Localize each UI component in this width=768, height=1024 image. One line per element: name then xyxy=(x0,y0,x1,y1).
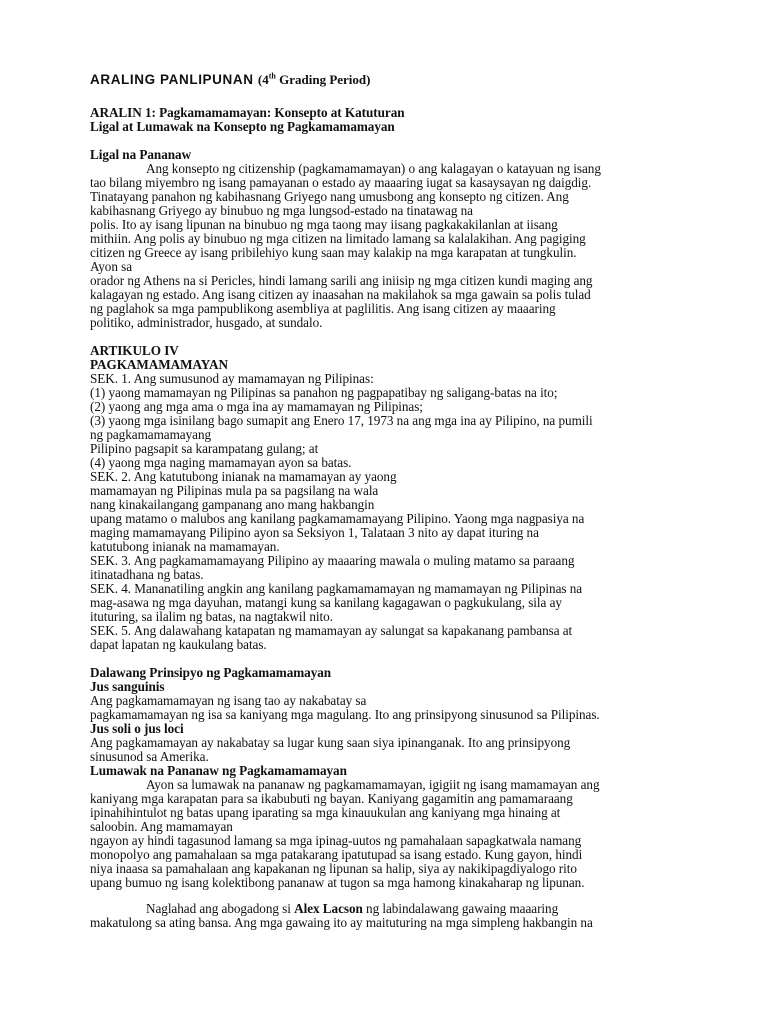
artikulo-line: Pilipino pagsapit sa karampatang gulang; at xyxy=(90,441,319,456)
document-title xyxy=(90,73,370,87)
artikulo-line: ituturing, sa ilalim ng batas, na nagtakwil nito. xyxy=(90,609,333,624)
artikulo-line: (3) yaong mga isinilang bago sumapit ang Enero 17, 1973 na ang mga ina ay Pilipino, na pumili xyxy=(90,413,593,428)
jus-sanguinis-line: Ang pagkamamamayan ng isang tao ay nakabatay sa xyxy=(90,693,367,708)
ligal-line: citizen ng Greece ay isang pribilehiyo kung saan may kalakip na mga karapatan at tungkulin. xyxy=(90,245,577,260)
jus-sanguinis-line: pagkamamamayan ng isa sa kaniyang mga magulang. Ito ang prinsipyong sinusunod sa Pilipinas. xyxy=(90,707,600,722)
jus-soli-line: Ang pagkamamayan ay nakabatay sa lugar kung saan siya ipinanganak. Ito ang prinsipyong xyxy=(90,735,571,750)
jus-sanguinis-heading: Jus sanguinis xyxy=(90,679,165,694)
naglahad-line xyxy=(146,902,558,916)
artikulo-line: (2) yaong ang mga ama o mga ina ay mamamayan ng Pilipinas; xyxy=(90,399,423,414)
naglahad-post: ng labindalawang gawaing maaaring xyxy=(362,901,559,916)
ligal-line: ng paglahok sa mga pampublikong asembliya at paglilitis. Ang isang citizen ay maaaring xyxy=(90,301,556,316)
artikulo-line: SEK. 3. Ang pagkamamamayang Pilipino ay maaaring mawala o muling matamo sa paraang xyxy=(90,553,575,568)
lumawak-line: saloobin. Ang mamamayan xyxy=(90,819,233,834)
lumawak-heading: Lumawak na Pananaw ng Pagkamamamayan xyxy=(90,763,347,778)
ligal-heading: Ligal na Pananaw xyxy=(90,147,192,162)
ligal-line: orador ng Athens na si Pericles, hindi lamang sarili ang iniisip ng mga citizen kundi maging ang xyxy=(90,273,593,288)
ligal-line: kabihasnang Griyego ay binubuo ng mga lungsod-estado na tinatawag na xyxy=(90,203,473,218)
grading-period-sup: th xyxy=(268,71,276,81)
artikulo-line: SEK. 2. Ang katutubong inianak na mamamayan ay yaong xyxy=(90,469,397,484)
ligal-line: polis. Ito ay isang lipunan na binubuo ng mga taong may iisang pagkakakilanlan at iisang xyxy=(90,217,558,232)
lumawak-line: upang bumuo ng isang kolektibong pananaw at tugon sa mga hamong kinakaharap ng lipunan. xyxy=(90,875,585,890)
jus-soli-line: sinusunod sa Amerika. xyxy=(90,749,209,764)
artikulo-line: SEK. 4. Mananatiling angkin ang kanilang pagkamamamayan ng mamamayan ng Pilipinas na xyxy=(90,581,583,596)
artikulo-line: itinatadhana ng batas. xyxy=(90,567,204,582)
grading-period-open: (4 xyxy=(257,72,269,87)
lumawak-line: monopolyo ang pamahalaan sa mga patakarang ipatutupad sa isang estado. Kung gayon, hindi xyxy=(90,847,583,862)
ligal-line: politiko, administrador, husgado, at sundalo. xyxy=(90,315,323,330)
artikulo-line: mamamayan ng Pilipinas mula pa sa pagsilang na wala xyxy=(90,483,379,498)
ligal-line: Tinatayang panahon ng kabihasnang Griyego nang umusbong ang konsepto ng citizen. Ang xyxy=(90,189,569,204)
ligal-line: Ayon sa xyxy=(90,259,133,274)
ligal-line: Ang konsepto ng citizenship (pagkamamamayan) o ang kalagayan o katayuan ng isang xyxy=(146,161,601,176)
grading-period xyxy=(258,72,371,87)
ligal-line: tao bilang miyembro ng isang pamayanan o estado ay maaaring iugat sa kasaysayan ng daigdig. xyxy=(90,175,592,190)
jus-soli-heading: Jus soli o jus loci xyxy=(90,721,184,736)
ligal-line: mithiin. Ang polis ay binubuo ng mga citizen na limitado lamang sa kalalakihan. Ang pagiging xyxy=(90,231,586,246)
artikulo-line: (1) yaong mamamayan ng Pilipinas sa panahon ng pagpapatibay ng saligang-batas na ito; xyxy=(90,385,558,400)
artikulo-line: nang kinakailangang gampanang ano mang hakbangin xyxy=(90,497,375,512)
artikulo-line: upang matamo o malubos ang kanilang pagkamamamayang Pilipino. Yaong mga nagpasiya na xyxy=(90,511,585,526)
lumawak-line: Ayon sa lumawak na pananaw ng pagkamamamayan, igigiit ng isang mamamayan ang xyxy=(146,777,600,792)
aralin-subheading: Ligal at Lumawak na Konsepto ng Pagkamamamayan xyxy=(90,119,395,134)
naglahad-line: makatulong sa ating bansa. Ang mga gawaing ito ay maituturing na mga simpleng hakbangin na xyxy=(90,915,593,930)
artikulo-line: dapat lapatan ng kaukulang batas. xyxy=(90,637,267,652)
prinsipyo-heading: Dalawang Prinsipyo ng Pagkamamamayan xyxy=(90,665,332,680)
aralin-heading: ARALIN 1: Pagkamamamayan: Konsepto at Katuturan xyxy=(90,105,405,120)
artikulo-line: katutubong inianak na mamamayan. xyxy=(90,539,280,554)
lumawak-line: kaniyang mga karapatan para sa ikabubuti ng bayan. Kaniyang gagamitin ang pamamaraang xyxy=(90,791,573,806)
artikulo-line: ng pagkamamamayang xyxy=(90,427,212,442)
grading-period-rest: Grading Period) xyxy=(275,72,371,87)
artikulo-heading: ARTIKULO IV xyxy=(90,343,179,358)
ligal-line: kalagayan ng estado. Ang isang citizen ay inaasahan na makilahok sa mga gawain sa polis tulad xyxy=(90,287,591,302)
naglahad-pre: Naglahad ang abogadong si xyxy=(146,901,295,916)
lumawak-line: ipinahihintulot ng batas upang iparating sa mga kinauukulan ang kaniyang mga hinaing at xyxy=(90,805,561,820)
artikulo-line: SEK. 5. Ang dalawahang katapatan ng mamamayan ay salungat sa kapakanang pambansa at xyxy=(90,623,573,638)
artikulo-line: maging mamamayang Pilipino ayon sa Seksiyon 1, Talataan 3 nito ay dapat ituring na xyxy=(90,525,539,540)
artikulo-subheading: PAGKAMAMAMAYAN xyxy=(90,357,228,372)
artikulo-line: (4) yaong mga naging mamamayan ayon sa batas. xyxy=(90,455,352,470)
naglahad-name: Alex Lacson xyxy=(294,901,363,916)
lumawak-line: ngayon ay hindi tagasunod lamang sa mga ipinag-uutos ng pamahalaan sapagkatwala namang xyxy=(90,833,582,848)
lumawak-line: niya inaasa sa pamahalaan ang kapakanan ng lipunan sa halip, siya ay nakikipagdiyalogo rito xyxy=(90,861,577,876)
artikulo-line: SEK. 1. Ang sumusunod ay mamamayan ng Pilipinas: xyxy=(90,371,374,386)
artikulo-line: mag-asawa ng mga dayuhan, matangi kung sa kanilang kagagawan o pagkukulang, sila ay xyxy=(90,595,562,610)
title-main: ARALING PANLIPUNAN xyxy=(90,72,254,87)
